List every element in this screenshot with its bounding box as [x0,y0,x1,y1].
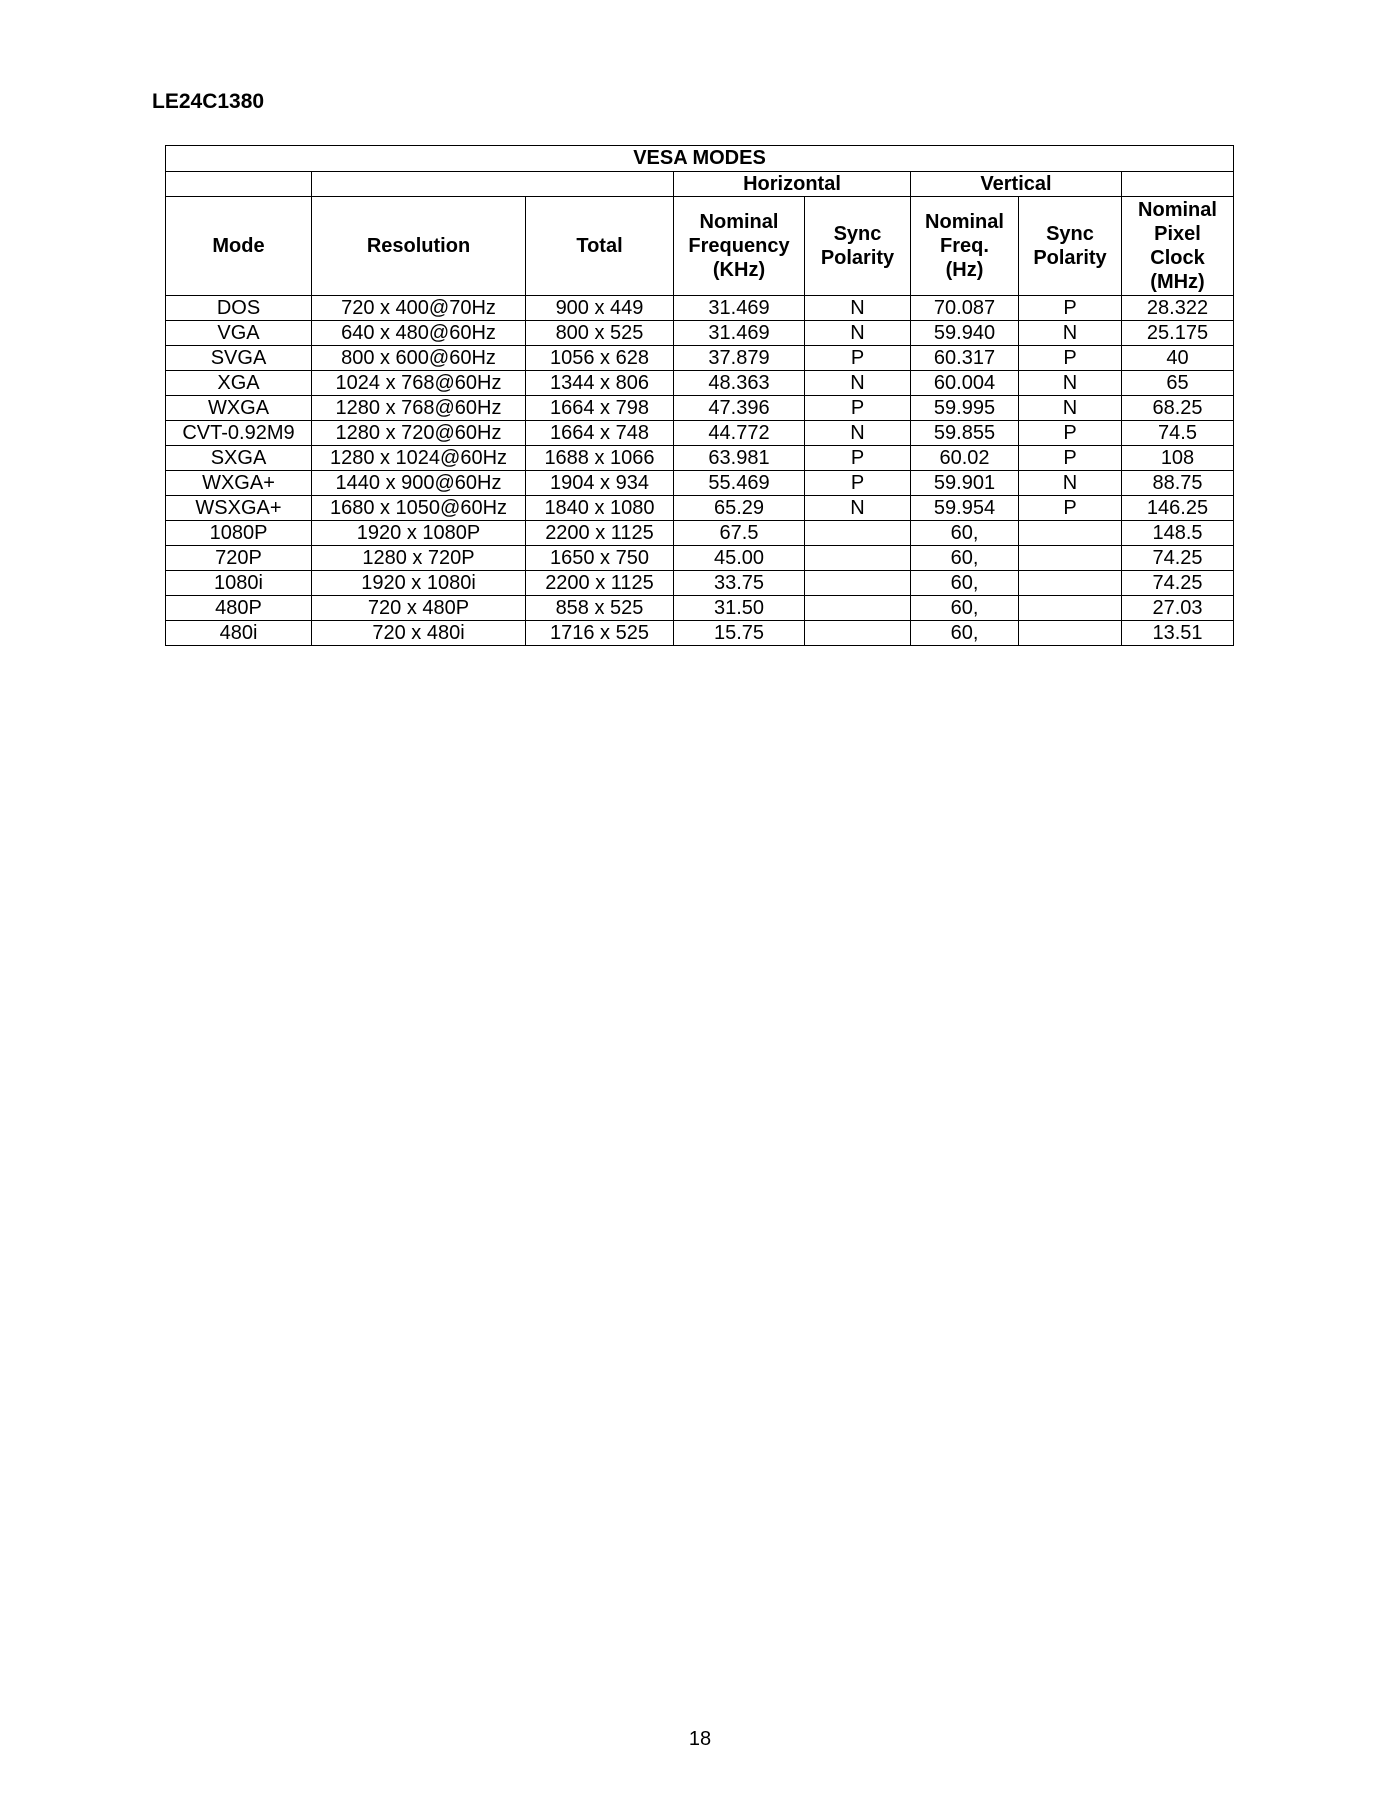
cell-pixel-clock: 88.75 [1122,471,1234,496]
header-line: Nominal [925,211,1004,233]
cell-h-sync-polarity: P [805,346,911,371]
cell-pixel-clock: 74.25 [1122,571,1234,596]
cell-v-frequency: 60.004 [911,371,1019,396]
cell-v-frequency: 59.901 [911,471,1019,496]
cell-v-frequency: 59.940 [911,321,1019,346]
table-row [166,321,1234,346]
cell-pixel-clock: 13.51 [1122,621,1234,646]
cell-resolution: 1024 x 768@60Hz [312,371,526,396]
cell-pixel-clock: 68.25 [1122,396,1234,421]
cell-h-frequency: 55.469 [674,471,805,496]
header-line: Nominal [1138,199,1217,221]
cell-total: 1056 x 628 [526,346,674,371]
vesa-modes-table [165,145,1234,646]
cell-h-frequency: 47.396 [674,396,805,421]
cell-v-frequency: 60, [911,596,1019,621]
cell-h-sync-polarity: N [805,496,911,521]
cell-h-frequency: 37.879 [674,346,805,371]
cell-resolution: 1680 x 1050@60Hz [312,496,526,521]
table-row [166,471,1234,496]
table-row [166,296,1234,321]
cell-h-frequency: 31.469 [674,296,805,321]
table-row [166,496,1234,521]
cell-pixel-clock: 146.25 [1122,496,1234,521]
header-line: Nominal [699,211,779,233]
header-resolution: Resolution [312,197,526,296]
cell-v-sync-polarity: N [1019,371,1122,396]
cell-total: 1344 x 806 [526,371,674,396]
group-blank-resolution-total [312,172,674,197]
cell-total: 2200 x 1125 [526,521,674,546]
cell-resolution: 640 x 480@60Hz [312,321,526,346]
cell-pixel-clock: 108 [1122,446,1234,471]
cell-h-sync-polarity: P [805,471,911,496]
cell-total: 800 x 525 [526,321,674,346]
cell-mode: WXGA [166,396,312,421]
cell-resolution: 1280 x 768@60Hz [312,396,526,421]
header-horizontal-sync-polarity [805,197,911,296]
cell-v-sync-polarity: P [1019,446,1122,471]
header-line: (MHz) [1150,271,1205,293]
cell-mode: 1080P [166,521,312,546]
cell-total: 1688 x 1066 [526,446,674,471]
cell-mode: 1080i [166,571,312,596]
table-row [166,446,1234,471]
cell-pixel-clock: 40 [1122,346,1234,371]
cell-h-sync-polarity [805,521,911,546]
header-horizontal-nominal-frequency [674,197,805,296]
cell-total: 858 x 525 [526,596,674,621]
cell-h-sync-polarity [805,546,911,571]
table-row [166,396,1234,421]
cell-mode: WXGA+ [166,471,312,496]
table-row [166,521,1234,546]
page-number: 18 [688,1728,712,1750]
cell-pixel-clock: 74.25 [1122,546,1234,571]
cell-h-sync-polarity: P [805,396,911,421]
cell-v-sync-polarity: N [1019,321,1122,346]
table-row [166,596,1234,621]
cell-pixel-clock: 148.5 [1122,521,1234,546]
cell-h-sync-polarity: N [805,421,911,446]
cell-resolution: 720 x 480i [312,621,526,646]
table-title: VESA MODES [166,146,1234,172]
cell-v-frequency: 60, [911,571,1019,596]
cell-v-frequency: 59.855 [911,421,1019,446]
cell-mode: SXGA [166,446,312,471]
cell-resolution: 1920 x 1080i [312,571,526,596]
header-line: Sync [833,223,882,245]
cell-h-frequency: 31.469 [674,321,805,346]
cell-h-frequency: 33.75 [674,571,805,596]
header-line: Polarity [1033,247,1107,269]
cell-mode: VGA [166,321,312,346]
cell-total: 1904 x 934 [526,471,674,496]
cell-h-frequency: 65.29 [674,496,805,521]
cell-total: 1716 x 525 [526,621,674,646]
table-row [166,621,1234,646]
cell-v-frequency: 59.954 [911,496,1019,521]
cell-h-frequency: 63.981 [674,446,805,471]
cell-v-frequency: 60.317 [911,346,1019,371]
cell-v-frequency: 60, [911,521,1019,546]
cell-v-frequency: 59.995 [911,396,1019,421]
cell-pixel-clock: 65 [1122,371,1234,396]
cell-v-sync-polarity [1019,571,1122,596]
header-line: (Hz) [945,259,984,281]
cell-h-frequency: 15.75 [674,621,805,646]
group-horizontal: Horizontal [674,172,911,197]
cell-h-sync-polarity [805,621,911,646]
cell-pixel-clock: 27.03 [1122,596,1234,621]
cell-mode: 480i [166,621,312,646]
header-vertical-sync-polarity [1019,197,1122,296]
cell-v-sync-polarity: P [1019,421,1122,446]
header-line: Clock [1150,247,1205,269]
cell-h-sync-polarity: N [805,371,911,396]
group-vertical: Vertical [911,172,1122,197]
cell-total: 1840 x 1080 [526,496,674,521]
cell-v-sync-polarity [1019,521,1122,546]
cell-h-frequency: 44.772 [674,421,805,446]
cell-h-sync-polarity [805,571,911,596]
header-nominal-pixel-clock [1122,197,1234,296]
header-line: (KHz) [712,259,766,281]
cell-mode: DOS [166,296,312,321]
cell-mode: CVT-0.92M9 [166,421,312,446]
table-row [166,421,1234,446]
table-row [166,571,1234,596]
cell-mode: 720P [166,546,312,571]
table-body [166,296,1234,646]
model-title: LE24C1380 [152,90,265,113]
group-blank-mode [166,172,312,197]
cell-v-sync-polarity: P [1019,296,1122,321]
cell-h-frequency: 45.00 [674,546,805,571]
cell-h-sync-polarity: N [805,296,911,321]
cell-mode: WSXGA+ [166,496,312,521]
cell-v-sync-polarity [1019,621,1122,646]
header-vertical-nominal-frequency [911,197,1019,296]
cell-v-sync-polarity: P [1019,496,1122,521]
cell-v-frequency: 60.02 [911,446,1019,471]
cell-total: 1664 x 798 [526,396,674,421]
table-row [166,546,1234,571]
cell-pixel-clock: 74.5 [1122,421,1234,446]
cell-mode: 480P [166,596,312,621]
header-total: Total [526,197,674,296]
cell-total: 1664 x 748 [526,421,674,446]
header-line: Sync [1046,223,1094,245]
group-blank-pixel-clock [1122,172,1234,197]
cell-v-sync-polarity [1019,546,1122,571]
header-line: Polarity [820,247,895,269]
cell-v-frequency: 60, [911,546,1019,571]
cell-total: 900 x 449 [526,296,674,321]
cell-h-sync-polarity: P [805,446,911,471]
cell-v-sync-polarity [1019,596,1122,621]
cell-resolution: 720 x 400@70Hz [312,296,526,321]
cell-resolution: 1280 x 720@60Hz [312,421,526,446]
cell-h-sync-polarity: N [805,321,911,346]
cell-h-frequency: 48.363 [674,371,805,396]
table-row [166,371,1234,396]
cell-h-frequency: 31.50 [674,596,805,621]
header-line: Pixel [1154,223,1201,245]
cell-total: 2200 x 1125 [526,571,674,596]
cell-pixel-clock: 28.322 [1122,296,1234,321]
cell-resolution: 1440 x 900@60Hz [312,471,526,496]
cell-resolution: 1280 x 1024@60Hz [312,446,526,471]
cell-v-frequency: 60, [911,621,1019,646]
cell-mode: XGA [166,371,312,396]
cell-resolution: 1280 x 720P [312,546,526,571]
header-mode: Mode [166,197,312,296]
cell-v-sync-polarity: N [1019,396,1122,421]
cell-v-sync-polarity: N [1019,471,1122,496]
cell-resolution: 1920 x 1080P [312,521,526,546]
cell-h-sync-polarity [805,596,911,621]
cell-h-frequency: 67.5 [674,521,805,546]
cell-total: 1650 x 750 [526,546,674,571]
table-row [166,346,1234,371]
cell-mode: SVGA [166,346,312,371]
cell-v-sync-polarity: P [1019,346,1122,371]
cell-pixel-clock: 25.175 [1122,321,1234,346]
cell-resolution: 800 x 600@60Hz [312,346,526,371]
header-line: Freq. [940,235,989,257]
header-line: Frequency [688,235,790,257]
cell-resolution: 720 x 480P [312,596,526,621]
cell-v-frequency: 70.087 [911,296,1019,321]
